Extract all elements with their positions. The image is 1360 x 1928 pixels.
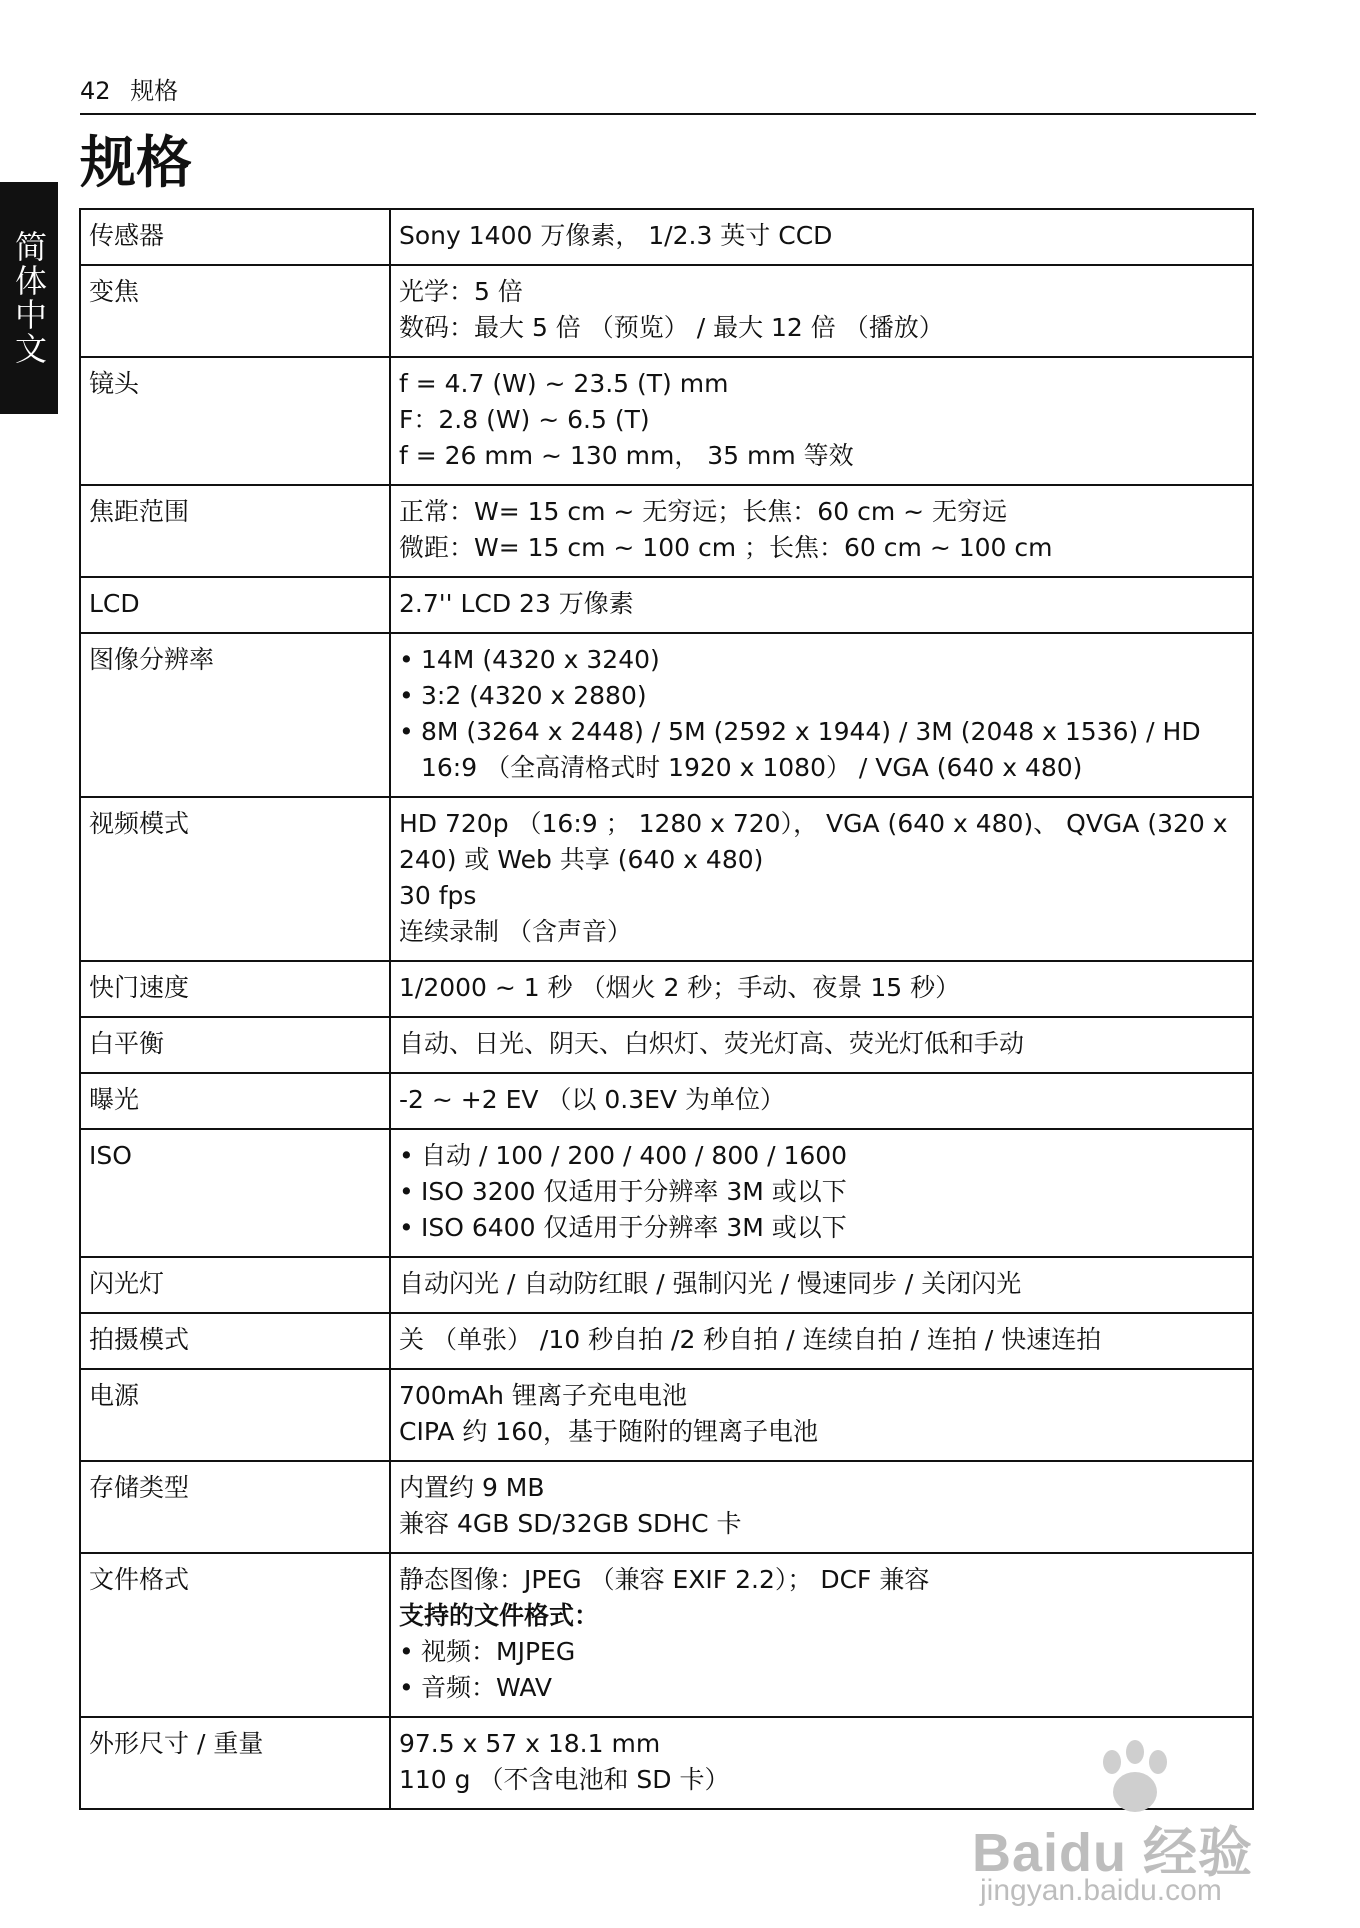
spec-value-line: 自动闪光 / 自动防红眼 / 强制闪光 / 慢速同步 / 关闭闪光 (399, 1269, 1022, 1298)
spec-label: 镜头 (80, 357, 390, 485)
spec-value-line: F：2.8 (W) ~ 6.5 (T) (399, 405, 650, 434)
spec-bullet-item: • 自动 / 100 / 200 / 400 / 800 / 1600 (399, 1138, 1244, 1174)
spec-bullet-item: • 音频：WAV (399, 1670, 1244, 1706)
spec-value-line: 关 （单张） /10 秒自拍 /2 秒自拍 / 连续自拍 / 连拍 / 快速连拍 (399, 1325, 1102, 1354)
spec-label: 传感器 (80, 209, 390, 265)
spec-row (80, 1553, 1253, 1717)
spec-value-line: 正常：W= 15 cm ~ 无穷远；长焦：60 cm ~ 无穷远 (399, 497, 1008, 526)
spec-label: 拍摄模式 (80, 1313, 390, 1369)
spec-value (390, 1461, 1253, 1553)
spec-value-line: 微距：W= 15 cm ~ 100 cm ；长焦：60 cm ~ 100 cm (399, 533, 1053, 562)
spec-value-line: HD 720p （16:9 ； 1280 x 720）， VGA (640 x 480)、 QVGA (320 x 240) 或 Web 共享 (640 x 480) (399, 809, 1228, 874)
spec-table (79, 208, 1254, 1810)
spec-label: 文件格式 (80, 1553, 390, 1717)
spec-value-line: 自动、日光、阴天、白炽灯、荧光灯高、荧光灯低和手动 (399, 1029, 1025, 1058)
spec-value-line: f = 26 mm ~ 130 mm， 35 mm 等效 (399, 441, 854, 470)
spec-row (80, 961, 1253, 1017)
page-title: 规格 (80, 131, 192, 196)
spec-bullet-item: • ISO 3200 仅适用于分辨率 3M 或以下 (399, 1174, 1244, 1210)
spec-value-line: 内置约 9 MB (399, 1473, 545, 1502)
spec-row (80, 485, 1253, 577)
spec-label: 视频模式 (80, 797, 390, 961)
spec-row (80, 797, 1253, 961)
spec-label: 曝光 (80, 1073, 390, 1129)
spec-row (80, 1129, 1253, 1257)
spec-value (390, 1369, 1253, 1461)
spec-row (80, 1369, 1253, 1461)
spec-value (390, 1313, 1253, 1369)
spec-value (390, 633, 1253, 797)
spec-value-line: 静态图像：JPEG （兼容 EXIF 2.2）； DCF 兼容 (399, 1565, 930, 1594)
spec-value-line: 110 g （不含电池和 SD 卡） (399, 1765, 730, 1794)
spec-value-line: 兼容 4GB SD/32GB SDHC 卡 (399, 1509, 742, 1538)
spec-value (390, 1129, 1253, 1257)
spec-value (390, 485, 1253, 577)
spec-value-line: -2 ~ +2 EV （以 0.3EV 为单位） (399, 1085, 785, 1114)
spec-value (390, 357, 1253, 485)
spec-row (80, 1073, 1253, 1129)
side-tab-label: 简体中文 (10, 230, 48, 366)
language-side-tab (0, 182, 58, 414)
spec-label: 白平衡 (80, 1017, 390, 1073)
spec-label: 闪光灯 (80, 1257, 390, 1313)
header-section: 规格 (130, 77, 179, 105)
spec-value-line: 数码：最大 5 倍 （预览） / 最大 12 倍 （播放） (399, 313, 944, 342)
spec-bullet-item: • 8M (3264 x 2448) / 5M (2592 x 1944) / 3M (2048 x 1536) / HD 16:9 （全高清格式时 1920 x 1080） / VGA (640 x 480) (399, 714, 1244, 786)
spec-row (80, 209, 1253, 265)
spec-value-line: 1/2000 ~ 1 秒 （烟火 2 秒；手动、夜景 15 秒） (399, 973, 961, 1002)
spec-value-line: 700mAh 锂离子充电电池 (399, 1381, 687, 1410)
header-divider (80, 113, 1256, 115)
spec-value-line: 2.7'' LCD 23 万像素 (399, 589, 634, 618)
spec-label: 外形尺寸 / 重量 (80, 1717, 390, 1809)
spec-value (390, 265, 1253, 357)
spec-value (390, 1073, 1253, 1129)
baidu-watermark (960, 1740, 1300, 1910)
spec-value (390, 1017, 1253, 1073)
spec-value-subheading: 支持的文件格式： (399, 1601, 600, 1630)
spec-label: 图像分辨率 (80, 633, 390, 797)
spec-row (80, 633, 1253, 797)
page-header (80, 76, 1256, 106)
spec-label: 存储类型 (80, 1461, 390, 1553)
spec-row (80, 357, 1253, 485)
spec-row (80, 1017, 1253, 1073)
spec-value-line: CIPA 约 160，基于随附的锂离子电池 (399, 1417, 819, 1446)
spec-value-line: 连续录制 （含声音） (399, 917, 632, 946)
spec-value-line: Sony 1400 万像素， 1/2.3 英寸 CCD (399, 221, 833, 250)
spec-value (390, 1553, 1253, 1717)
watermark-url: jingyan.baidu.com (980, 1874, 1222, 1907)
spec-label: 变焦 (80, 265, 390, 357)
spec-row (80, 577, 1253, 633)
spec-bullet-item: • 14M (4320 x 3240) (399, 642, 1244, 678)
spec-value (390, 209, 1253, 265)
spec-label: 快门速度 (80, 961, 390, 1017)
spec-bullet-item: • ISO 6400 仅适用于分辨率 3M 或以下 (399, 1210, 1244, 1246)
spec-label: ISO (80, 1129, 390, 1257)
spec-value (390, 577, 1253, 633)
spec-bullet-item: • 3:2 (4320 x 2880) (399, 678, 1244, 714)
spec-row (80, 1461, 1253, 1553)
spec-value (390, 1257, 1253, 1313)
spec-bullet-item: • 视频：MJPEG (399, 1634, 1244, 1670)
spec-value-line: 光学：5 倍 (399, 277, 523, 306)
spec-label: 电源 (80, 1369, 390, 1461)
spec-row (80, 265, 1253, 357)
spec-value-line: 30 fps (399, 881, 477, 910)
spec-label: LCD (80, 577, 390, 633)
page-number: 42 (80, 77, 111, 105)
spec-row (80, 1313, 1253, 1369)
watermark-logo-text: Baidu 经验 (972, 1823, 1254, 1883)
spec-value-line: f = 4.7 (W) ~ 23.5 (T) mm (399, 369, 729, 398)
spec-row (80, 1257, 1253, 1313)
spec-value-line: 97.5 x 57 x 18.1 mm (399, 1729, 661, 1758)
spec-value (390, 797, 1253, 961)
paw-logo-icon (1090, 1740, 1180, 1820)
spec-label: 焦距范围 (80, 485, 390, 577)
spec-value (390, 961, 1253, 1017)
